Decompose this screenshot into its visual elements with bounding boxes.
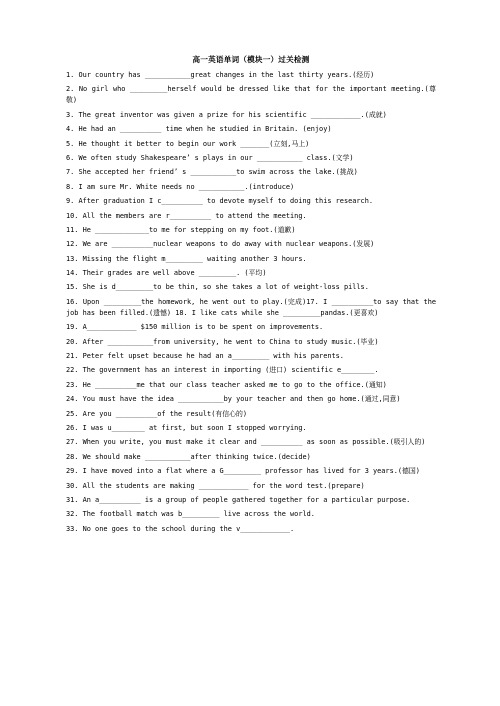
question-item: 27. When you write, you must make it clear and __________ as soon as possible.(吸引人的) [66, 438, 426, 447]
question-item: 15. She is d_________to be thin, so she takes a lot of weight-loss pills. [66, 283, 369, 292]
question-item: 30. All the students are making ____________ for the word test.(prepare) [66, 481, 365, 490]
worksheet-page [66, 54, 436, 538]
question-item: 5. He thought it better to begin our work _______(立刻,马上) [66, 139, 310, 148]
question-item: 11. He _____________to me for stepping on my foot.(道歉) [66, 225, 296, 234]
question-item: 7. She accepted her friend’ s ___________to swim across the lake.(挑战) [66, 168, 358, 177]
question-item: 24. You must have the idea ___________by your teacher and then go home.(通过,同意) [66, 395, 401, 404]
worksheet-title: 高一英语单词（模块一）过关检测 [192, 55, 310, 64]
question-item: 28. We should make ___________after thinking twice.(decide) [66, 452, 311, 461]
question-item: 8. I am sure Mr. White needs no ___________.(introduce) [66, 182, 295, 191]
question-item: 13. Missing the flight m_________ waiting another 3 hours. [66, 254, 307, 263]
question-item: 21. Peter felt upset because he had an a_________ with his parents. [66, 352, 344, 361]
question-item: 14. Their grades are well above _________. (平均) [66, 269, 267, 278]
question-item: 4. He had an __________ time when he studied in Britain. (enjoy) [66, 125, 332, 134]
question-item: 16. Upon _________the homework, he went out to play.(完成)17. I __________to say that the job has been filled.(遗憾) 18. I like cats while she _________pandas.(更喜欢) [66, 297, 436, 317]
question-item: 22. The government has an interest in importing (进口) scientific e________. [66, 366, 379, 375]
question-item: 20. After ___________from university, he went to China to study music.(毕业) [66, 337, 379, 346]
question-item: 1. Our country has ___________great changes in the last thirty years.(经历) [66, 71, 375, 79]
question-item: 6. We often study Shakespeare’ s plays in our ___________ class.(文学) [66, 153, 354, 162]
question-item: 10. All the members are r__________ to attend the meeting. [66, 211, 307, 220]
question-item: 29. I have moved into a flat where a G_________ professor has lived for 3 years.(德国) [66, 467, 420, 476]
question-item: 12. We are __________nuclear weapons to do away with nuclear weapons.(发展) [66, 240, 375, 249]
question-item: 26. I was u________ at first, but soon I stopped worrying. [66, 423, 307, 432]
question-item: 2. No girl who _________herself would be dressed like that for the important meeting.(尊敬) [66, 85, 436, 105]
question-item: 25. Are you __________of the result(有信心的) [66, 409, 248, 418]
question-item: 32. The football match was b_________ live across the world. [66, 510, 315, 519]
question-item: 33. No one goes to the school during the v____________. [66, 524, 295, 533]
question-item: 9. After graduation I c__________ to devote myself to doing this research. [66, 197, 373, 206]
question-list [66, 70, 436, 535]
question-item: 3. The great inventor was given a prize for his scientific ____________.(成就) [66, 110, 387, 119]
question-item: 31. An a__________ is a group of people gathered together for a particular purpose. [66, 495, 411, 504]
question-item: 19. A____________ $150 million is to be spent on improvements. [66, 323, 324, 332]
question-item: 23. He __________me that our class teacher asked me to go to the office.(通知) [66, 380, 387, 389]
